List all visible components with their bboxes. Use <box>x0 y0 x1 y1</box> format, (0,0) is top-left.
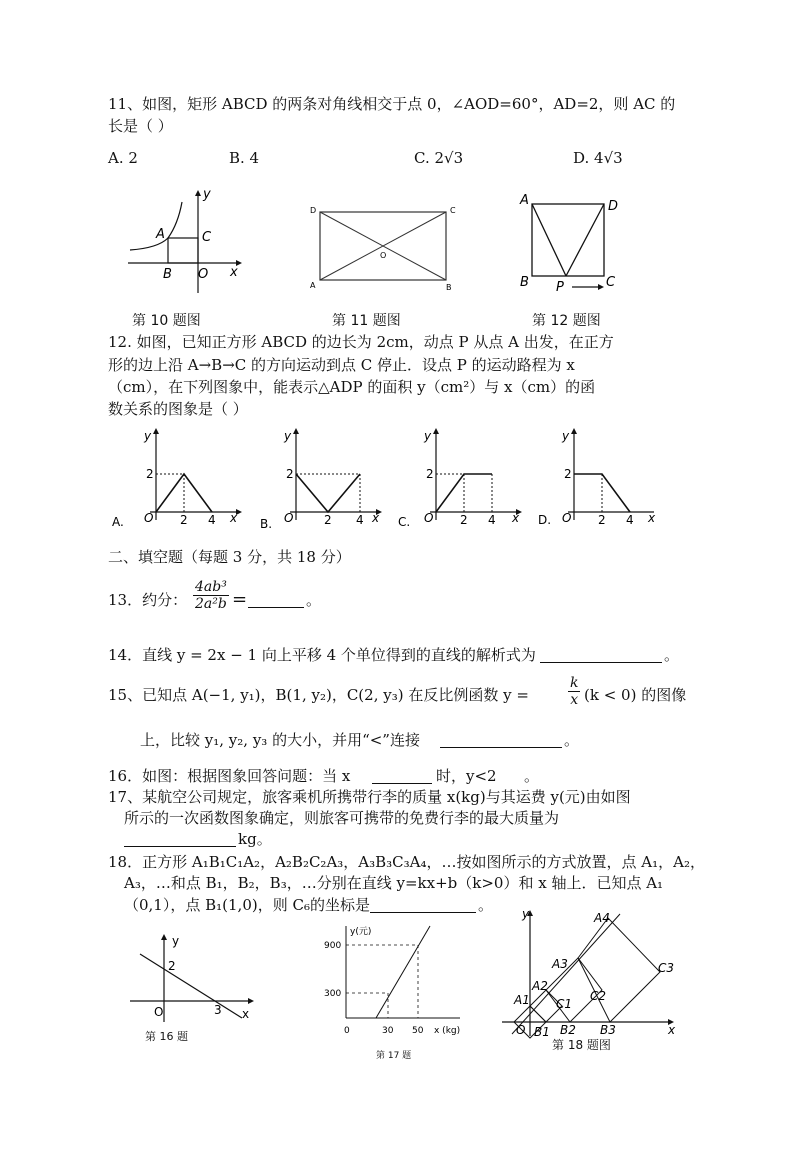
figure-11 <box>306 200 466 295</box>
figure-12 <box>514 190 634 300</box>
graph-c-two-x: 2 <box>460 513 468 527</box>
graph-d-four-x: 4 <box>626 513 634 527</box>
fig16-three-label: 3 <box>214 1003 222 1017</box>
graph-d-two-x: 2 <box>598 513 606 527</box>
graph-c-four-x: 4 <box>488 513 496 527</box>
q11-line1: 11、如图，矩形 ABCD 的两条对角线相交于点 0，∠AOD=60°，AD=2，则 AC 的 <box>108 95 676 113</box>
graph-b-four-x: 4 <box>356 513 364 527</box>
q13-equals: = <box>232 589 248 610</box>
fig17-30-label: 30 <box>382 1026 394 1036</box>
fig11-c-label: C <box>450 206 456 215</box>
q11-option-d: D. 4√3 <box>573 149 623 167</box>
graph-c-x: x <box>512 511 520 525</box>
q18-line2: A₃，…和点 B₁，B₂，B₃，…分别在直线 y=kx+b（k>0）和 x 轴上．已知点 A₁ <box>124 874 664 892</box>
q15-x: x <box>570 692 579 708</box>
fig12-d-label: D <box>608 199 619 214</box>
q15-line1: 15、已知点 A(−1, y₁)，B(1, y₂)，C(2, y₃) 在反比例函数 y = <box>108 686 529 704</box>
fig17-y-label: y(元) <box>350 927 372 937</box>
q17-line2: 所示的一次函数图象确定，则旅客可携带的免费行李的最大质量为 <box>124 809 560 827</box>
q16-end: 。 <box>524 767 540 785</box>
q16-text: 16．如图：根据图象回答问题：当 x <box>108 767 351 785</box>
fig16-caption: 第 16 题 <box>145 1030 188 1043</box>
graph-b <box>260 428 382 531</box>
q12-line1: 12. 如图，已知正方形 ABCD 的边长为 2cm，动点 P 从点 A 出发，在正方 <box>108 333 614 351</box>
q13-fraction <box>193 579 229 612</box>
fig18-a2-label: A2 <box>532 979 548 993</box>
q18-answer-blank[interactable] <box>370 898 476 913</box>
graph-d-o: O <box>562 511 572 525</box>
fig18-b1-label: B1 <box>534 1025 550 1039</box>
fig18-c1-label: C1 <box>556 997 573 1011</box>
fig17-caption: 第 17 题 <box>376 1051 412 1061</box>
fig18-a4-label: A4 <box>594 911 610 925</box>
graph-b-label: B. <box>260 517 273 531</box>
q11-option-a: A. 2 <box>108 149 138 167</box>
figure-10 <box>118 188 248 298</box>
fig18-c3-label: C3 <box>658 961 675 975</box>
section-heading: 二、填空题（每题 3 分，共 18 分） <box>108 548 351 566</box>
q13-numerator: 4ab³ <box>195 579 227 595</box>
fig10-a-label: A <box>156 227 165 242</box>
fig17-900-label: 900 <box>324 941 342 951</box>
q13-end: 。 <box>306 591 322 609</box>
graph-d-y: y <box>562 429 570 443</box>
fig11-a-label: A <box>310 281 316 290</box>
graph-c-label: C. <box>398 515 411 529</box>
fig17-0-label: 0 <box>344 1026 350 1036</box>
graph-d-two-y: 2 <box>564 467 572 481</box>
q14-answer-blank[interactable] <box>540 648 662 663</box>
fig17-50-label: 50 <box>412 1026 424 1036</box>
fig10-o-label: O <box>198 267 209 282</box>
graph-c <box>398 428 522 529</box>
graph-a-four-x: 4 <box>208 513 216 527</box>
fig12-p-label: P <box>556 280 564 295</box>
fig18-a3-label: A3 <box>552 957 568 971</box>
q16-mid: 时，y<2 <box>436 767 497 785</box>
graph-c-two-y: 2 <box>426 467 434 481</box>
q18-end: 。 <box>478 896 494 914</box>
graph-a-two-x: 2 <box>180 513 188 527</box>
fig17-300-label: 300 <box>324 989 342 999</box>
fig18-b3-label: B3 <box>600 1023 616 1037</box>
fig18-c2-label: C2 <box>590 989 607 1003</box>
graph-c-o: O <box>424 511 434 525</box>
fig10-caption: 第 10 题图 <box>132 313 201 329</box>
q12-graphs <box>112 424 672 532</box>
q11-line2: 长是（ ） <box>108 117 173 135</box>
fig18-caption: 第 18 题图 <box>552 1038 611 1052</box>
fig10-b-label: B <box>163 267 172 282</box>
fig18-x-label: x <box>668 1023 676 1037</box>
figure-18 <box>496 908 684 1048</box>
q12-line2: 形的边上沿 A→B→C 的方向运动到点 C 停止．设点 P 的运动路程为 x <box>108 356 575 374</box>
q14-end: 。 <box>664 646 680 664</box>
fig11-caption: 第 11 题图 <box>332 313 401 329</box>
q17-line1: 17、某航空公司规定，旅客乘机所携带行李的质量 x(kg)与其运费 y(元)由如图 <box>108 788 631 806</box>
fig10-x-label: x <box>230 265 238 280</box>
fig18-b2-label: B2 <box>560 1023 576 1037</box>
q11-option-c: C. 2√3 <box>414 149 464 167</box>
q15-fraction <box>568 675 580 708</box>
q13-prefix: 13．约分： <box>108 591 188 609</box>
graph-d-x: x <box>648 511 656 525</box>
graph-a-two-y: 2 <box>146 467 154 481</box>
fig11-d-label: D <box>310 206 317 215</box>
q12-line4: 数关系的图象是（ ） <box>108 400 248 418</box>
fig12-c-label: C <box>606 275 616 290</box>
graph-b-two-y: 2 <box>286 467 294 481</box>
graph-d <box>538 428 656 527</box>
fig16-x-label: x <box>242 1007 250 1021</box>
q15-k: k <box>570 675 579 691</box>
q13-denominator: 2a²b <box>195 596 227 612</box>
graph-b-x: x <box>372 511 380 525</box>
q14-text: 14．直线 y = 2x − 1 向上平移 4 个单位得到的直线的解析式为 <box>108 646 536 664</box>
q17-line3: kg。 <box>238 830 272 848</box>
q15-cond: (k < 0) 的图像 <box>584 686 687 704</box>
fig12-a-label: A <box>520 193 529 208</box>
fig17-x-label: x (kg) <box>434 1026 461 1036</box>
graph-c-y: y <box>424 429 432 443</box>
q17-answer-blank[interactable] <box>124 832 236 847</box>
fig11-o-label: O <box>380 251 387 260</box>
graph-d-label: D. <box>538 513 552 527</box>
fig12-caption: 第 12 题图 <box>532 313 601 329</box>
fig16-y-label: y <box>172 934 180 948</box>
graph-b-two-x: 2 <box>324 513 332 527</box>
graph-a-x: x <box>230 511 238 525</box>
q16-answer-blank[interactable] <box>372 769 432 784</box>
figure-17 <box>320 920 480 1060</box>
fig10-y-label: y <box>203 188 211 202</box>
q18-line3: （0,1），点 B₁(1,0)，则 C₆的坐标是 <box>124 896 370 914</box>
graph-a-o: O <box>144 511 154 525</box>
graph-a <box>112 428 242 529</box>
q15-answer-blank[interactable] <box>440 733 562 748</box>
fig18-o-label: O <box>516 1023 526 1037</box>
fig12-b-label: B <box>520 275 529 290</box>
graph-b-y: y <box>284 429 292 443</box>
graph-b-o: O <box>284 511 294 525</box>
fig10-c-label: C <box>202 230 212 245</box>
q18-line1: 18．正方形 A₁B₁C₁A₂，A₂B₂C₂A₃，A₃B₃C₃A₄，…按如图所示的方式放置，点 A₁，A₂， <box>108 853 705 871</box>
q15-line2: 上，比较 y₁, y₂, y₃ 的大小，并用“<”连接 <box>140 731 420 749</box>
graph-a-label: A. <box>112 515 124 529</box>
q11-option-b: B. 4 <box>229 149 260 167</box>
q15-end: 。 <box>564 731 580 749</box>
fig11-b-label: B <box>446 283 452 292</box>
graph-a-y: y <box>144 429 152 443</box>
q12-line3: （cm），在下列图象中，能表示△ADP 的面积 y（cm²）与 x（cm）的函 <box>108 378 596 396</box>
fig16-two-label: 2 <box>168 959 176 973</box>
fig16-o-label: O <box>154 1005 164 1019</box>
q13-answer-blank[interactable] <box>248 593 304 608</box>
fig18-y-label: y <box>522 908 530 921</box>
fig18-a1-label: A1 <box>514 993 530 1007</box>
